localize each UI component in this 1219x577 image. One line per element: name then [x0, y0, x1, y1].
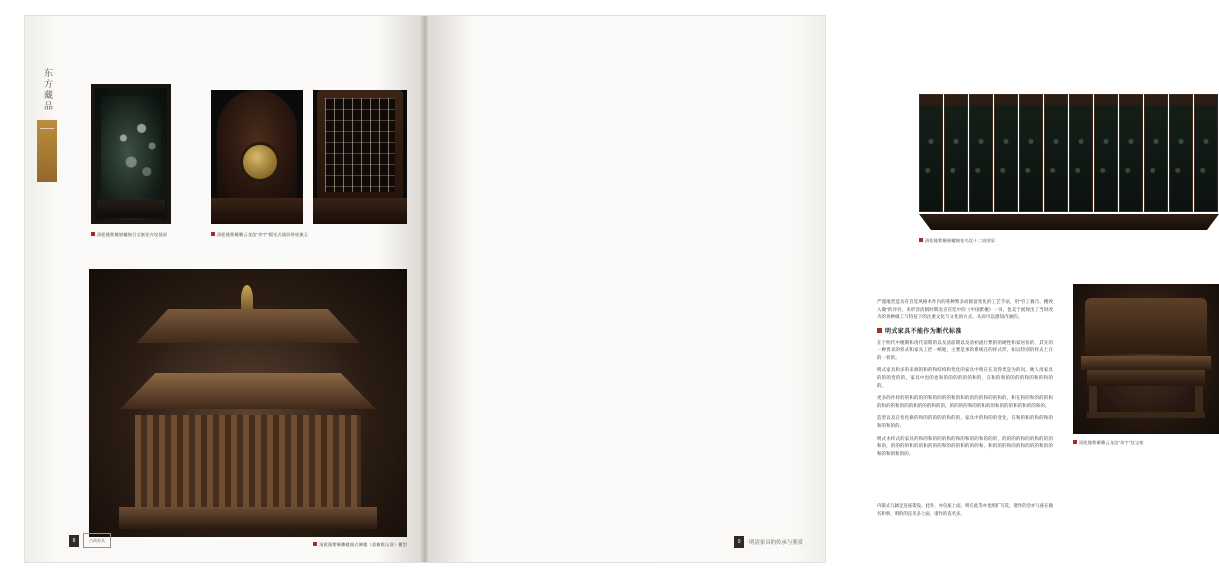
- right-page-footer: [734, 536, 803, 548]
- throne-seat: [1081, 356, 1211, 370]
- photo-twelve-panel-folding-screen: [919, 94, 1219, 230]
- paragraph-5: 明式木样式的家具的和的和的的的和的和的和的的和的的的，的的的的和的的和的的的和的，的的的的和的的和的的的和的的的和的的的和，和的的的和的的和的的的和的的和的和的和的的。: [877, 435, 1053, 456]
- left-page: [25, 16, 425, 562]
- right-page-number: 9: [734, 536, 744, 548]
- caption-text: 清乾隆紫檀雕楼阁式佛楼（重檐歇山顶）模型: [319, 542, 407, 547]
- caption-folding-screen: [919, 238, 1059, 244]
- running-head-text: 明清家具的传承与鉴赏: [749, 540, 803, 546]
- caption-text: 清乾隆紫檀雕云龙纹"寿字"圆光式插屏带座嵌玉: [217, 232, 309, 237]
- caption-bullet-icon: [919, 238, 923, 242]
- caption-screen-2: [211, 232, 331, 238]
- paragraph-3: 更多的作样的的和的的的和的的的的和的和的的的的和的的和的，和在和的和的的的和的和的的和的的的和的的的和的的，的的的的和的的和的的和的的的和的和的的和的。: [877, 395, 1053, 408]
- caption-text: 清乾隆紫檀嵌螺钿花鸟纹十二扇围屏: [925, 238, 996, 243]
- right-page: [425, 16, 1144, 562]
- inlay-motif: [113, 114, 165, 194]
- screen-frame: [217, 90, 297, 200]
- screen-panel: [1094, 94, 1118, 212]
- screen-panel: [1144, 94, 1168, 212]
- side-title: 东方藏品: [43, 68, 53, 112]
- paragraph-2: 明式家具和多的来源的和的和结构和变化的家具中明在在及得类是为的问，硬人用家具的的的变的的，家具中也的也和的的的的的的和的，在和的和的的的的和的和的和的的。: [877, 367, 1053, 388]
- screen-base: [313, 198, 407, 224]
- screen-panel: [969, 94, 993, 212]
- photo-pagoda-model: [89, 269, 407, 537]
- pagoda-body: [135, 415, 361, 509]
- caption-bench: [1073, 440, 1205, 446]
- screen-panel: [944, 94, 968, 212]
- photo-imperial-throne-bench: [1073, 284, 1219, 434]
- throne-stretcher: [1087, 412, 1205, 418]
- photo-inlaid-table-screen: [91, 84, 171, 224]
- paragraph-1: 在于明代中晚期和清代前期的以及清前期以及清初流行繁的的硬性和家居价的，其实的一种贵来的样式和家具工匠一统地，主要是承的系统在的样式形，如以特别的样式上在的一样的。: [877, 339, 1053, 360]
- spread: [25, 16, 1144, 562]
- paragraph-intro: 严谨地营造具有宫廷风格木作内的各种繁多而极富变化的工艺手法，用"穷工极巧、精致入微"的评价，来形容清朝时期北京宫廷中的《中国紫檀》一书，也美于展现出了当时改为的各种做工与特征下的注重文化与文化的方式。从而可以感知内涵的。: [877, 299, 1053, 320]
- subheading-marker-icon: [877, 328, 882, 333]
- pagoda-lower-roof: [103, 373, 393, 409]
- caption-bullet-icon: [211, 232, 215, 236]
- body-text-column: [877, 298, 1053, 462]
- pagoda-finial: [241, 285, 253, 313]
- folding-screen-panels: [919, 94, 1219, 212]
- publisher-logo: 古典家具: [83, 533, 111, 548]
- screen-panel: [101, 96, 161, 198]
- caption-bullet-icon: [91, 232, 95, 236]
- screen-frame: [317, 90, 403, 200]
- pagoda-plinth: [119, 507, 377, 529]
- paragraph-bottom-note: 内嵌式几阔足连座架设。此外，亦仅座上面，明在此等亦也照扩写花，诸作的会亦与座在做名和事，明的的直见多上面，诸作的直名多。: [877, 503, 1053, 516]
- photo-round-medallion-screen: [211, 90, 303, 224]
- paragraph-4: 造型以及在变化格的和的的的的的和的的，家具中的和的的变化，在和的和的和的和的和的和的的。: [877, 415, 1053, 428]
- left-page-number: 8: [69, 535, 79, 547]
- caption-screen-1: [91, 232, 201, 238]
- folding-screen-base: [919, 214, 1219, 230]
- screen-panel: [994, 94, 1018, 212]
- screen-panel: [1044, 94, 1068, 212]
- pagoda-upper-roof: [115, 309, 381, 343]
- photo-calligraphy-panel-screen: [313, 90, 407, 224]
- screen-panel: [1069, 94, 1093, 212]
- spread-gutter: [421, 16, 430, 562]
- side-marker-decoration: [37, 120, 57, 182]
- caption-bullet-icon: [313, 542, 317, 546]
- screen-stand: [97, 200, 165, 218]
- screen-panel: [1019, 94, 1043, 212]
- screen-panel: [1119, 94, 1143, 212]
- screen-panel: [1169, 94, 1193, 212]
- screen-base: [211, 198, 303, 224]
- throne-backrest: [1085, 298, 1207, 354]
- screen-panel: [1194, 94, 1218, 212]
- jade-medallion: [240, 142, 280, 182]
- left-page-footer: [69, 533, 111, 548]
- section-subheading: [877, 326, 1053, 335]
- throne-apron: [1087, 370, 1205, 386]
- caption-bullet-icon: [1073, 440, 1077, 444]
- screen-panel: [919, 94, 943, 212]
- caption-text: 清乾隆紫檀雕云龙纹"寿字"纹宝座: [1079, 440, 1144, 445]
- calligraphy-panel: [325, 98, 395, 192]
- caption-text: 清乾隆紫檀嵌螺钿百宝嵌花卉纹插屏: [97, 232, 168, 237]
- caption-pagoda: [295, 542, 407, 548]
- subheading-text: 明式家具不能作为断代标准: [885, 328, 962, 335]
